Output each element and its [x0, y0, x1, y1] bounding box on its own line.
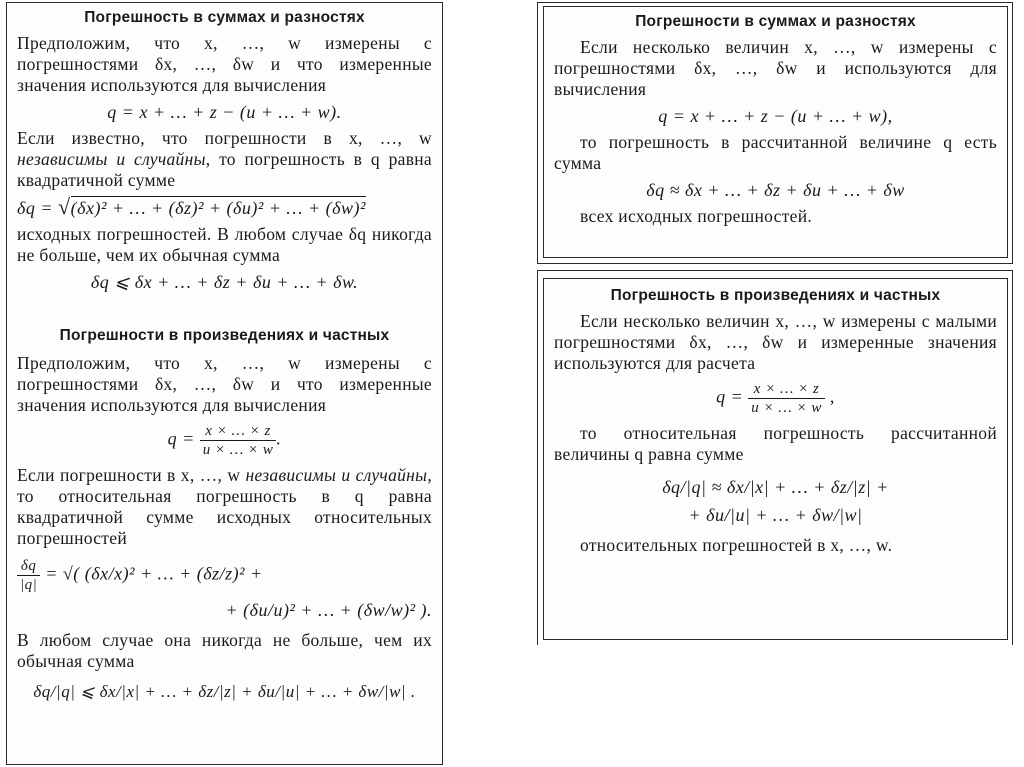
right-products-section: [554, 287, 997, 556]
left-sums-p2c: , то погрешность в q равна квадратичной сумме: [17, 149, 432, 190]
left-products-formula3: δq/|q| ⩽ δx/|x| + … + δz/|z| + δu/|u| + … + δw/|w| .: [33, 682, 416, 701]
right-sums-p3: всех исходных погрешностей.: [580, 206, 813, 226]
left-sums-p2b: независимы и случайны: [17, 149, 206, 169]
right-products-formula2-line2: + δu/|u| + … + δw/|w|: [688, 505, 863, 525]
left-panel: [6, 2, 443, 765]
right-sums-formula1: q = x + … + z − (u + … + w),: [658, 106, 893, 126]
right-products-p3: относительных погрешностей в x, …, w.: [580, 535, 893, 555]
right-sums-title: Погрешности в суммах и разностях: [635, 13, 916, 30]
left-products-f1-den: u × … × w: [202, 442, 274, 458]
right-sums-p2: то погрешность в рассчитанной величине q есть сумма: [554, 132, 997, 173]
right-products-f1-frac: [748, 380, 825, 417]
left-sums-f2a: δq =: [17, 198, 59, 218]
left-products-f2-lhs-den: |q|: [20, 577, 38, 593]
right-products-formula1: [554, 380, 997, 417]
left-sums-formula1: q = x + … + z − (u + … + w).: [107, 102, 342, 122]
right-products-f1-num: x × … × z: [748, 380, 825, 399]
left-sums-formula3: δq ⩽ δx + … + δz + δu + … + δw.: [90, 272, 359, 292]
right-products-formula2-line1: δq/|q| ≈ δx/|x| + … + δz/|z| +: [662, 477, 889, 497]
left-products-f2-lhs-num: δq: [17, 557, 40, 576]
right-products-panel: [543, 278, 1008, 640]
left-sums-p1: Предположим, что x, …, w измерены с погрешностями δx, …, δw и что измеренные значения используются для вычисления: [17, 33, 432, 95]
right-products-f1-end: ,: [824, 386, 835, 407]
right-products-f1-lhs: q =: [716, 386, 749, 407]
right-products-p2: то относительная погрешность рассчитанной величины q равна сумме: [554, 423, 997, 464]
right-products-f1-den: u × … × w: [751, 400, 822, 416]
left-products-f1-end: .: [276, 428, 282, 449]
left-products-f2-lhs: [17, 557, 40, 594]
left-products-formula1: [17, 422, 432, 459]
left-products-f1-frac: [200, 422, 277, 459]
left-sums-f2b: (δx)² + … + (δz)² + (δu)² + … + (δw)²: [70, 198, 366, 218]
right-sums-p1: Если несколько величин x, …, w измерены с погрешностями δx, …, δw и используются для вычисления: [554, 37, 997, 99]
left-products-section: [17, 327, 432, 708]
left-products-p3: В любом случае она никогда не больше, чем их обычная сумма: [17, 630, 432, 671]
left-products-p2: [17, 465, 432, 549]
left-products-f1-lhs: q =: [167, 428, 200, 449]
left-sums-title: Погрешность в суммах и разностях: [84, 9, 365, 26]
right-sums-panel: [543, 6, 1008, 258]
right-sums-formula2: δq ≈ δx + … + δz + δu + … + δw: [646, 180, 905, 200]
left-sums-section: [17, 9, 432, 298]
right-products-title: Погрешность в произведениях и частных: [610, 287, 941, 304]
right-sums-section: [554, 13, 997, 227]
left-products-p2c: , то относительная погрешность в q равна квадратичной сумме исходных относительных погрешностей: [17, 465, 432, 548]
left-products-p1: Предположим, что x, …, w измерены с погрешностями δx, …, δw и что измеренные значения используются для вычисления: [17, 353, 432, 415]
left-products-f2-line1: = √( (δx/x)² + … + (δz/z)² +: [45, 563, 263, 584]
left-sums-p2a: Если известно, что погрешности в x, …, w: [17, 128, 432, 148]
left-products-formula2-line2: + (δu/u)² + … + (δw/w)² ).: [225, 600, 432, 620]
left-sums-p3: исходных погрешностей. В любом случае δq никогда не больше, чем их обычная сумма: [17, 224, 432, 265]
left-sums-p2: [17, 128, 432, 191]
left-sums-formula2: δq = √(δx)² + … + (δz)² + (δu)² + … + (δw)²: [17, 194, 366, 219]
left-products-p2a: Если погрешности в x, …, w: [17, 465, 246, 485]
left-products-title: Погрешности в произведениях и частных: [59, 327, 390, 344]
left-products-f1-num: x × … × z: [200, 422, 277, 441]
left-products-p2b: независимы и случайны: [245, 465, 428, 485]
left-products-formula2-line1: [17, 557, 432, 594]
right-products-p1: Если несколько величин x, …, w измерены с малыми погрешностями δx, …, δw и измеренные значения используются для расчета: [554, 311, 997, 373]
